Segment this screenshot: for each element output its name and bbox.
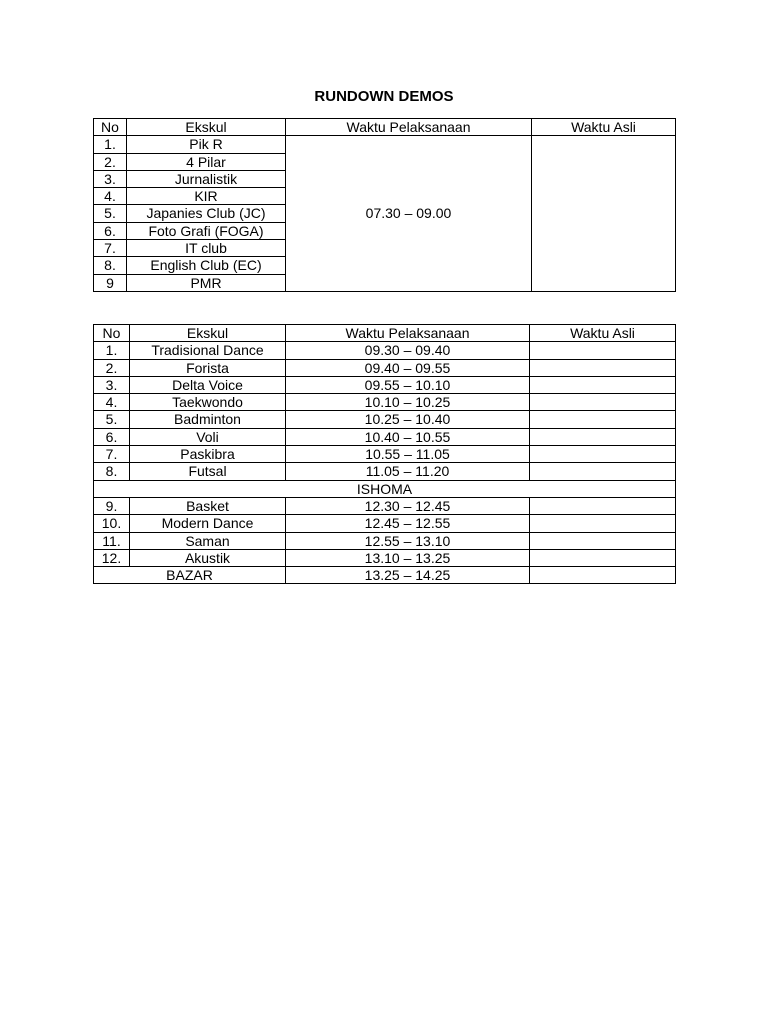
cell-ekskul: Modern Dance: [130, 515, 286, 532]
cell-waktu-asli: [530, 515, 676, 532]
table-row: [94, 342, 676, 359]
cell-waktu-asli: [530, 428, 676, 445]
table-row: [94, 463, 676, 480]
header-waktu-pelaksanaan: Waktu Pelaksanaan: [286, 325, 530, 342]
cell-time: 10.10 – 10.25: [286, 394, 530, 411]
bazar-row: [94, 567, 676, 584]
document-title: RUNDOWN DEMOS: [314, 88, 454, 105]
table-row: [94, 359, 676, 376]
cell-ekskul: Futsal: [130, 463, 286, 480]
table-row: [94, 411, 676, 428]
cell-time: 12.55 – 13.10: [286, 532, 530, 549]
table-row: [94, 497, 676, 514]
cell-no: 12.: [94, 549, 130, 566]
cell-waktu-asli: [530, 567, 676, 584]
cell-bazar-label: BAZAR: [94, 567, 286, 584]
cell-no: 9.: [94, 497, 130, 514]
cell-ekskul: Saman: [130, 532, 286, 549]
cell-time: 09.30 – 09.40: [286, 342, 530, 359]
cell-shared-time: 07.30 – 09.00: [286, 136, 532, 292]
cell-waktu-asli: [530, 411, 676, 428]
cell-time: 13.10 – 13.25: [286, 549, 530, 566]
table-row: [94, 136, 676, 153]
table-header-row: [94, 325, 676, 342]
cell-no: 1.: [94, 136, 127, 153]
cell-time: 13.25 – 14.25: [286, 567, 530, 584]
cell-no: 3.: [94, 376, 130, 393]
header-ekskul: Ekskul: [127, 119, 286, 136]
cell-ekskul: IT club: [127, 240, 286, 257]
cell-ekskul: Voli: [130, 428, 286, 445]
cell-no: 6.: [94, 222, 127, 239]
cell-no: 8.: [94, 463, 130, 480]
cell-time: 12.45 – 12.55: [286, 515, 530, 532]
table-row: [94, 532, 676, 549]
cell-waktu-asli: [530, 394, 676, 411]
cell-waktu-asli: [530, 463, 676, 480]
cell-time: 09.55 – 10.10: [286, 376, 530, 393]
cell-waktu-asli: [530, 359, 676, 376]
cell-waktu-asli: [530, 446, 676, 463]
cell-no: 10.: [94, 515, 130, 532]
header-waktu-asli: Waktu Asli: [532, 119, 676, 136]
table-row: [94, 394, 676, 411]
header-ekskul: Ekskul: [130, 325, 286, 342]
cell-waktu-asli: [530, 549, 676, 566]
cell-time: 11.05 – 11.20: [286, 463, 530, 480]
cell-waktu-asli: [530, 532, 676, 549]
cell-no: 2.: [94, 153, 127, 170]
cell-ekskul: Akustik: [130, 549, 286, 566]
cell-no: 4.: [94, 188, 127, 205]
cell-ekskul: Foto Grafi (FOGA): [127, 222, 286, 239]
cell-ekskul: Taekwondo: [130, 394, 286, 411]
cell-no: 7.: [94, 240, 127, 257]
cell-ekskul: 4 Pilar: [127, 153, 286, 170]
cell-no: 8.: [94, 257, 127, 274]
table-row: [94, 446, 676, 463]
header-no: No: [94, 119, 127, 136]
cell-break-label: ISHOMA: [94, 480, 676, 497]
cell-no: 11.: [94, 532, 130, 549]
cell-waktu-asli: [530, 376, 676, 393]
cell-waktu-asli: [532, 136, 676, 292]
cell-no: 3.: [94, 170, 127, 187]
cell-time: 09.40 – 09.55: [286, 359, 530, 376]
table-row: [94, 549, 676, 566]
rundown-table-morning: [93, 118, 676, 292]
cell-time: 10.40 – 10.55: [286, 428, 530, 445]
break-row: [94, 480, 676, 497]
cell-no: 9: [94, 274, 127, 291]
cell-ekskul: Japanies Club (JC): [127, 205, 286, 222]
cell-ekskul: KIR: [127, 188, 286, 205]
cell-ekskul: English Club (EC): [127, 257, 286, 274]
header-no: No: [94, 325, 130, 342]
cell-no: 6.: [94, 428, 130, 445]
table-row: [94, 376, 676, 393]
cell-no: 4.: [94, 394, 130, 411]
table-header-row: [94, 119, 676, 136]
table-row: [94, 428, 676, 445]
cell-time: 12.30 – 12.45: [286, 497, 530, 514]
cell-no: 5.: [94, 205, 127, 222]
table-row: [94, 515, 676, 532]
header-waktu-pelaksanaan: Waktu Pelaksanaan: [286, 119, 532, 136]
cell-ekskul: Badminton: [130, 411, 286, 428]
header-waktu-asli: Waktu Asli: [530, 325, 676, 342]
cell-waktu-asli: [530, 497, 676, 514]
cell-ekskul: Paskibra: [130, 446, 286, 463]
cell-no: 7.: [94, 446, 130, 463]
cell-ekskul: Basket: [130, 497, 286, 514]
cell-ekskul: Delta Voice: [130, 376, 286, 393]
cell-time: 10.25 – 10.40: [286, 411, 530, 428]
cell-ekskul: Jurnalistik: [127, 170, 286, 187]
cell-waktu-asli: [530, 342, 676, 359]
cell-ekskul: Forista: [130, 359, 286, 376]
cell-ekskul: Pik R: [127, 136, 286, 153]
cell-time: 10.55 – 11.05: [286, 446, 530, 463]
cell-ekskul: PMR: [127, 274, 286, 291]
cell-no: 5.: [94, 411, 130, 428]
cell-no: 2.: [94, 359, 130, 376]
rundown-table-day: [93, 324, 676, 584]
cell-ekskul: Tradisional Dance: [130, 342, 286, 359]
cell-no: 1.: [94, 342, 130, 359]
